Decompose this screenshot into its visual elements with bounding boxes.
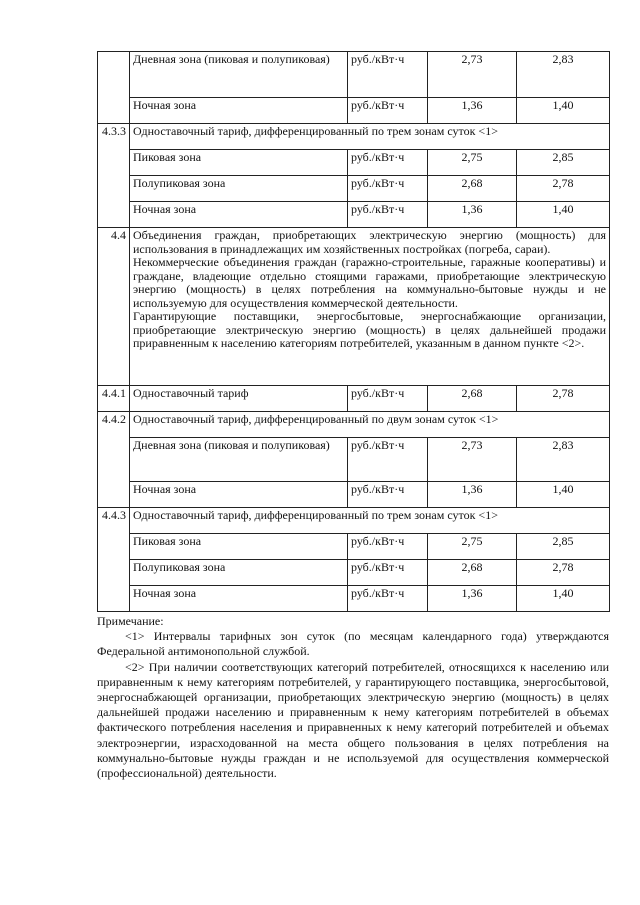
zone-name: Дневная зона (пиковая и полупиковая) bbox=[130, 52, 348, 98]
tariff-value-2: 1,40 bbox=[517, 482, 610, 508]
unit-cell: руб./кВт·ч bbox=[348, 586, 428, 612]
tariff-value-1: 2,68 bbox=[428, 386, 517, 412]
table-row bbox=[98, 438, 610, 482]
table-row bbox=[98, 124, 610, 150]
zone-name: Полупиковая зона bbox=[130, 560, 348, 586]
row-number: 4.4.2 bbox=[98, 412, 130, 508]
unit-cell: руб./кВт·ч bbox=[348, 534, 428, 560]
unit-cell: руб./кВт·ч bbox=[348, 560, 428, 586]
tariff-value-2: 2,78 bbox=[517, 560, 610, 586]
tariff-value-1: 2,73 bbox=[428, 52, 517, 98]
unit-cell: руб./кВт·ч bbox=[348, 386, 428, 412]
table-row bbox=[98, 150, 610, 176]
zone-name: Ночная зона bbox=[130, 202, 348, 228]
section-title: Одноставочный тариф, дифференцированный по трем зонам суток <1> bbox=[130, 508, 610, 534]
unit-cell: руб./кВт·ч bbox=[348, 98, 428, 124]
table-row bbox=[98, 228, 610, 386]
notes-section bbox=[97, 614, 609, 781]
table-row bbox=[98, 176, 610, 202]
table-row bbox=[98, 202, 610, 228]
tariff-value-1: 2,75 bbox=[428, 150, 517, 176]
tariff-value-1: 2,68 bbox=[428, 176, 517, 202]
table-row bbox=[98, 508, 610, 534]
row-number: 4.4.3 bbox=[98, 508, 130, 612]
description-paragraph: Объединения граждан, приобретающих электрическую энергию (мощность) для использования в принадлежащих им хозяйственных постройках (погреба, сараи). bbox=[133, 228, 606, 256]
footnote-1: <1> Интервалы тарифных зон суток (по месяцам календарного года) утверждаются Федеральной антимонопольной службой. bbox=[97, 629, 609, 659]
notes-heading: Примечание: bbox=[97, 614, 164, 628]
table-row bbox=[98, 386, 610, 412]
tariff-value-1: 1,36 bbox=[428, 98, 517, 124]
unit-cell: руб./кВт·ч bbox=[348, 52, 428, 98]
table-row bbox=[98, 482, 610, 508]
unit-cell: руб./кВт·ч bbox=[348, 482, 428, 508]
row-number: 4.3.3 bbox=[98, 124, 130, 228]
unit-cell: руб./кВт·ч bbox=[348, 202, 428, 228]
row-number: 4.4.1 bbox=[98, 386, 130, 412]
zone-name: Пиковая зона bbox=[130, 534, 348, 560]
zone-name: Ночная зона bbox=[130, 586, 348, 612]
tariff-value-1: 1,36 bbox=[428, 482, 517, 508]
tariff-value-2: 1,40 bbox=[517, 586, 610, 612]
table-row bbox=[98, 52, 610, 98]
table-row bbox=[98, 586, 610, 612]
tariff-table bbox=[97, 51, 610, 612]
description-paragraph: Гарантирующие поставщики, энергосбытовые, энергоснабжающие организации, приобретающие электрическую энергию (мощность) в целях дальнейшей продажи приравненным к населению категориям потребителей, указанным в данном пункте <2>. bbox=[133, 309, 606, 350]
tariff-value-1: 1,36 bbox=[428, 202, 517, 228]
section-description bbox=[130, 228, 610, 386]
tariff-value-2: 2,78 bbox=[517, 176, 610, 202]
unit-cell: руб./кВт·ч bbox=[348, 438, 428, 482]
tariff-value-1: 2,68 bbox=[428, 560, 517, 586]
tariff-value-2: 2,85 bbox=[517, 150, 610, 176]
tariff-value-2: 2,83 bbox=[517, 438, 610, 482]
tariff-value-2: 2,85 bbox=[517, 534, 610, 560]
zone-name: Ночная зона bbox=[130, 482, 348, 508]
table-row bbox=[98, 560, 610, 586]
zone-name: Пиковая зона bbox=[130, 150, 348, 176]
table-row bbox=[98, 534, 610, 560]
tariff-value-1: 2,75 bbox=[428, 534, 517, 560]
tariff-value-2: 2,78 bbox=[517, 386, 610, 412]
unit-cell: руб./кВт·ч bbox=[348, 150, 428, 176]
table-row bbox=[98, 98, 610, 124]
description-paragraph: Некоммерческие объединения граждан (гаражно-строительные, гаражные кооперативы) и граждане, владеющие отдельно стоящими гаражами, приобретающие электрическую энергию (мощность) в целях потребления на коммунально-бытовые нужды и не используемую для осуществления коммерческой деятельности. bbox=[133, 255, 606, 310]
zone-name: Дневная зона (пиковая и полупиковая) bbox=[130, 438, 348, 482]
row-number: 4.4 bbox=[98, 228, 130, 386]
section-title: Одноставочный тариф, дифференцированный по двум зонам суток <1> bbox=[130, 412, 610, 438]
tariff-value-2: 1,40 bbox=[517, 98, 610, 124]
zone-name: Ночная зона bbox=[130, 98, 348, 124]
tariff-value-1: 1,36 bbox=[428, 586, 517, 612]
row-number bbox=[98, 52, 130, 124]
unit-cell: руб./кВт·ч bbox=[348, 176, 428, 202]
zone-name: Полупиковая зона bbox=[130, 176, 348, 202]
section-title: Одноставочный тариф, дифференцированный по трем зонам суток <1> bbox=[130, 124, 610, 150]
tariff-value-2: 2,83 bbox=[517, 52, 610, 98]
tariff-value-2: 1,40 bbox=[517, 202, 610, 228]
tariff-value-1: 2,73 bbox=[428, 438, 517, 482]
table-row bbox=[98, 412, 610, 438]
footnote-2: <2> При наличии соответствующих категорий потребителей, относящихся к населению или приравненным к нему категориям потребителей, у гарантирующего поставщика, энергосбытовой, энергоснабжающей организации, приобретающих электрическую энергию (мощность) в целях дальнейшей продажи населению и приравненным к нему категориям потребителей в объемах фактического потребления населения и приравненных к нему категорий потребителей и объемах электроэнергии, израсходованной на места общего пользования в целях потребления на коммунально-бытовые нужды граждан и не используемой для осуществления коммерческой (профессиональной) деятельности. bbox=[97, 659, 609, 781]
zone-name: Одноставочный тариф bbox=[130, 386, 348, 412]
